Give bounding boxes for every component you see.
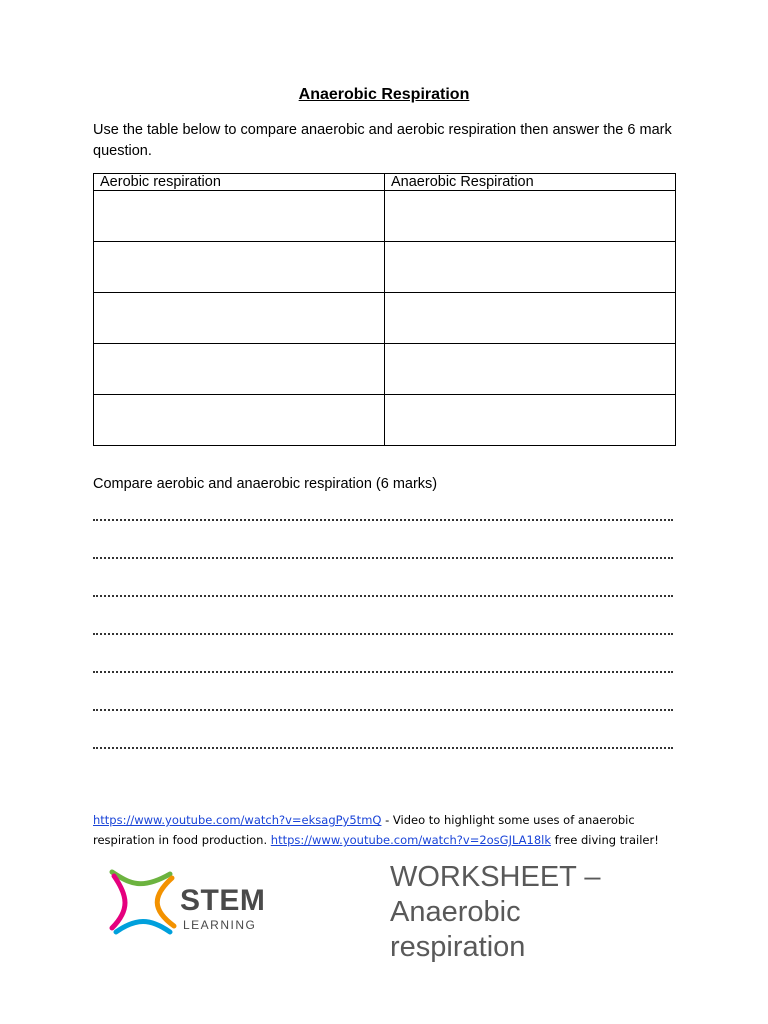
table-row — [94, 395, 676, 446]
table-row — [94, 191, 676, 242]
worksheet-label-line2: Anaerobic — [390, 896, 521, 928]
link2-description: free diving trailer! — [551, 833, 659, 847]
header-anaerobic: Anaerobic Respiration — [385, 174, 676, 191]
logo-subtitle: LEARNING — [183, 918, 257, 932]
page-title: Anaerobic Respiration — [298, 86, 470, 103]
answer-line[interactable] — [93, 736, 673, 774]
worksheet-label — [390, 860, 690, 965]
table-cell[interactable] — [385, 191, 676, 242]
comparison-table — [93, 173, 676, 446]
table-cell[interactable] — [385, 242, 676, 293]
table-cell[interactable] — [94, 191, 385, 242]
question-text: Compare aerobic and anaerobic respiration (6 marks) — [93, 476, 438, 492]
answer-line[interactable] — [93, 546, 673, 584]
answer-line[interactable] — [93, 584, 673, 622]
table-cell[interactable] — [94, 293, 385, 344]
worksheet-label-line1: WORKSHEET – — [390, 861, 601, 893]
answer-line[interactable] — [93, 698, 673, 736]
table-cell[interactable] — [94, 344, 385, 395]
instructions-text: Use the table below to compare anaerobic and aerobic respiration then answer the 6 mark question. — [93, 122, 672, 159]
answer-line[interactable] — [93, 622, 673, 660]
answer-line[interactable] — [93, 660, 673, 698]
header-aerobic: Aerobic respiration — [94, 174, 385, 191]
table-cell[interactable] — [94, 242, 385, 293]
table-cell[interactable] — [385, 344, 676, 395]
table-header-row — [94, 174, 676, 191]
dotted-rule — [93, 519, 673, 521]
dotted-rule — [93, 747, 673, 749]
answer-lines — [93, 508, 673, 774]
table-row — [94, 344, 676, 395]
table-cell[interactable] — [385, 395, 676, 446]
youtube-link-free-diving[interactable]: https://www.youtube.com/watch?v=2osGJLA18lk — [270, 833, 552, 847]
table-row — [94, 242, 676, 293]
table-cell[interactable] — [94, 395, 385, 446]
dotted-rule — [93, 557, 673, 559]
youtube-link-food-production[interactable]: https://www.youtube.com/watch?v=eksagPy5tmQ — [93, 813, 382, 827]
stem-logo-icon — [108, 866, 178, 938]
logo-name: STEM — [180, 884, 266, 917]
dotted-rule — [93, 671, 673, 673]
dotted-rule — [93, 595, 673, 597]
worksheet-label-line3: respiration — [390, 931, 526, 963]
link1-description: - Video to highlight some uses of anaerobic respiration in food production. — [93, 813, 635, 847]
dotted-rule — [93, 633, 673, 635]
table-row — [94, 293, 676, 344]
answer-line[interactable] — [93, 508, 673, 546]
table-cell[interactable] — [385, 293, 676, 344]
dotted-rule — [93, 709, 673, 711]
resource-links — [93, 810, 693, 850]
